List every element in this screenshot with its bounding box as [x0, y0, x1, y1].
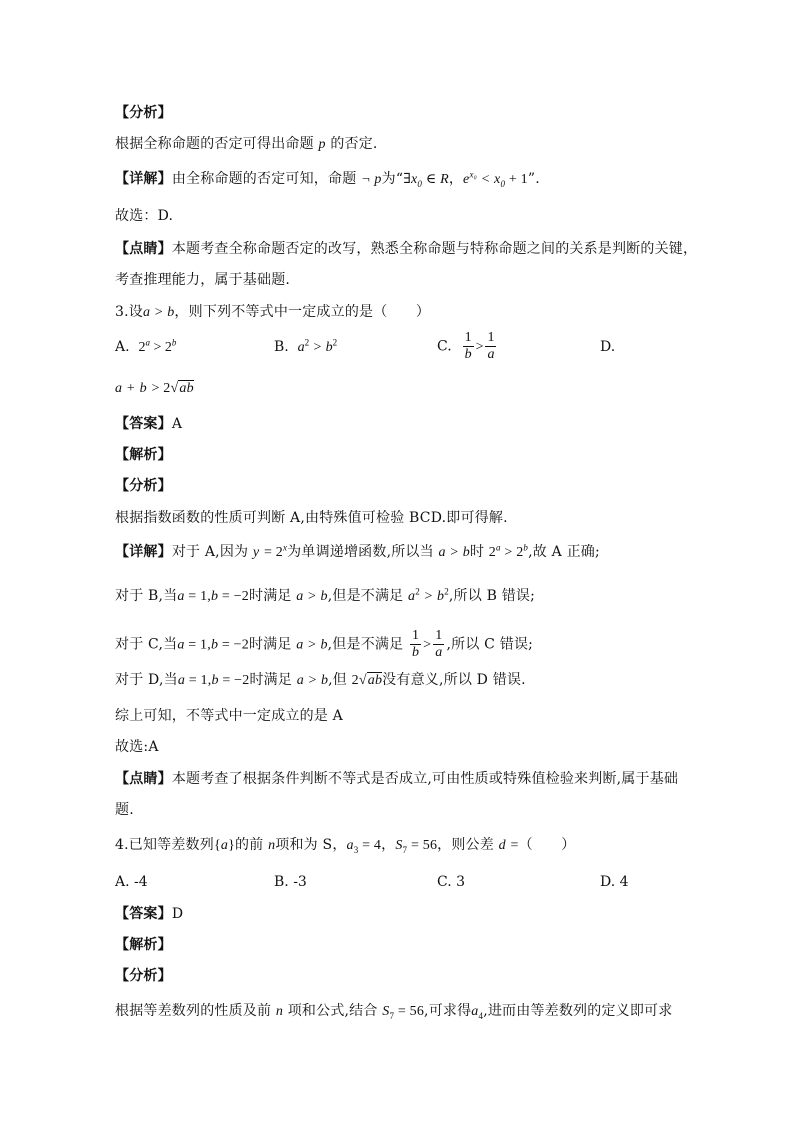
- text-line: 对于 B,当a = 1,b = −2时满足 a > b,但是不满足 $a^2 > b^2$,所以 B 错误;: [115, 586, 536, 604]
- section-heading-answer: 【答案】: [115, 416, 172, 432]
- section-heading-detail: 【详解】: [115, 171, 172, 187]
- text-line: 故选：D.: [115, 208, 174, 224]
- option-b: B. -3: [274, 874, 307, 890]
- text-line: 对于 C,当a = 1,b = −2时满足 a > b,但是不满足 $\frac{1}{b}$ > $\frac{1}{a}$ ,所以 C 错误;: [115, 628, 534, 660]
- option-d: D. 4: [600, 874, 629, 890]
- text-line: 考查推理能力，属于基础题.: [115, 272, 291, 288]
- text-line: 【点睛】本题考查了根据条件判断不等式是否成立,可由性质或特殊值检验来判断,属于基础: [115, 771, 679, 787]
- text-line: 【详解】对于 A,因为 $y = 2^x$为单调递增函数,所以当 a > b时 $2^a > 2^b$,故 A 正确;: [115, 542, 600, 560]
- section-heading-analysis: 【分析】: [115, 968, 172, 984]
- option-b: B. $a^2 > b^2$: [274, 337, 338, 355]
- answer-line: 【答案】D: [115, 906, 184, 922]
- text-line: 根据全称命题的否定可得出命题 p 的否定.: [115, 136, 378, 152]
- section-heading-solution: 【解析】: [115, 447, 172, 463]
- text-line: 题.: [115, 802, 134, 818]
- text-line: 【详解】由全称命题的否定可知，命题 ¬ p为“$\exists x_0$ ∈ R，$e^{x_0} < x_0 + 1$”.: [115, 169, 540, 189]
- section-heading-solution: 【解析】: [115, 937, 172, 953]
- option-a: A. $2^a > 2^b$: [115, 337, 177, 355]
- section-heading-remark: 【点睛】: [115, 241, 172, 257]
- text-line: 对于 D,当a = 1,b = −2时满足 a > b,但 2√ab没有意义,所以 D 错误.: [115, 672, 526, 688]
- option-a: A. -4: [115, 874, 148, 890]
- section-heading-analysis: 【分析】: [115, 105, 172, 121]
- text-line: 综上可知，不等式中一定成立的是 A: [115, 708, 343, 724]
- option-d: D.: [600, 339, 616, 355]
- text-line: 故选:A: [115, 739, 159, 755]
- question-3: 3.设a > b，则下列不等式中一定成立的是（ ）: [115, 304, 431, 320]
- text-line: 根据等差数列的性质及前 n 项和公式,结合 $S_7 = 56$,可求得$a_4$,进而由等差数列的定义即可求: [115, 1003, 673, 1021]
- section-heading-analysis: 【分析】: [115, 478, 172, 494]
- question-4: 4.已知等差数列{a}的前 n项和为 S，$a_3 = 4$，$S_7 = 56$，则公差 d =（ ）: [115, 837, 576, 855]
- option-c: C. $\frac{1}{b}$ > $\frac{1}{a}$: [437, 330, 495, 362]
- option-c: C. 3: [437, 874, 466, 890]
- option-d-content: a + b > 2√ab: [115, 381, 194, 396]
- answer-line: 【答案】A: [115, 416, 183, 432]
- text-line: 根据指数函数的性质可判断 A,由特殊值可检验 BCD.即可得解.: [115, 510, 508, 526]
- text-line: 【点睛】本题考查全称命题否定的改写，熟悉全称命题与特称命题之间的关系是判断的关键，: [115, 241, 698, 257]
